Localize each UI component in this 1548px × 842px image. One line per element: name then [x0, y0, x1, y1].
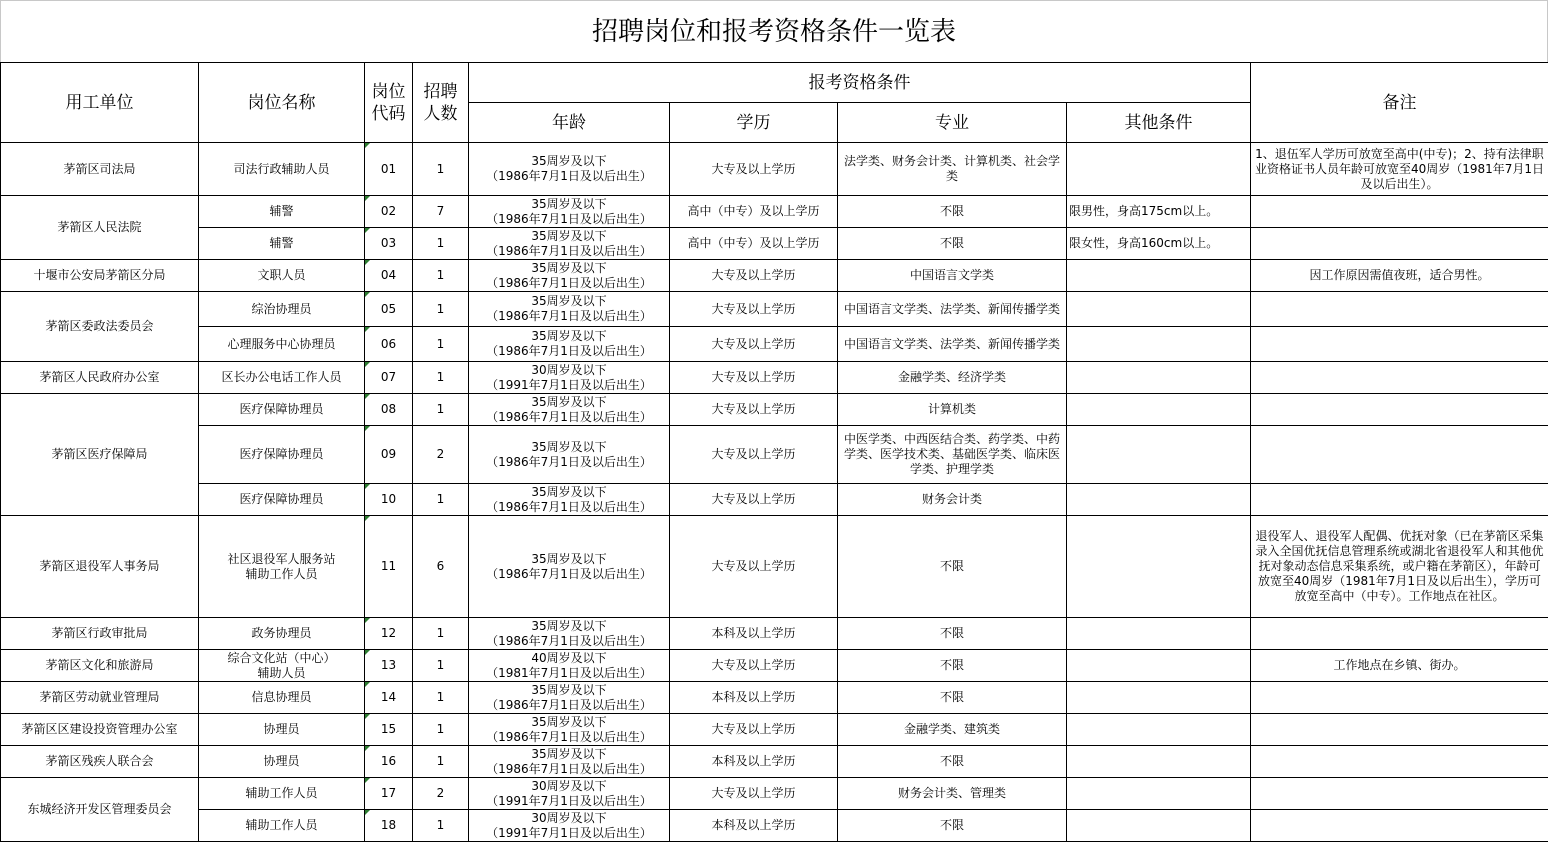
header-qualification: 报考资格条件 — [469, 63, 1251, 103]
code-cell: 02 — [365, 196, 413, 228]
other-cell — [1067, 484, 1251, 516]
unit-cell: 茅箭区行政审批局 — [1, 618, 199, 650]
major-cell: 不限 — [838, 618, 1067, 650]
age-cell: 35周岁及以下 （1986年7月1日及以后出生） — [469, 484, 670, 516]
header-code: 岗位代码 — [365, 63, 413, 143]
education-cell: 本科及以上学历 — [670, 810, 838, 842]
other-cell — [1067, 327, 1251, 362]
other-cell — [1067, 714, 1251, 746]
remark-cell — [1251, 746, 1548, 778]
major-cell: 金融学类、建筑类 — [838, 714, 1067, 746]
remark-cell — [1251, 618, 1548, 650]
count-cell: 1 — [413, 682, 469, 714]
remark-cell — [1251, 394, 1548, 426]
code-cell: 10 — [365, 484, 413, 516]
major-cell: 财务会计类 — [838, 484, 1067, 516]
education-cell: 大专及以上学历 — [670, 260, 838, 292]
count-cell: 2 — [413, 426, 469, 484]
remark-cell — [1251, 682, 1548, 714]
code-cell: 08 — [365, 394, 413, 426]
major-cell: 中国语言文学类 — [838, 260, 1067, 292]
age-cell: 35周岁及以下 （1986年7月1日及以后出生） — [469, 143, 670, 196]
count-cell: 1 — [413, 260, 469, 292]
unit-cell: 茅箭区区建设投资管理办公室 — [1, 714, 199, 746]
major-cell: 不限 — [838, 228, 1067, 260]
major-cell: 财务会计类、管理类 — [838, 778, 1067, 810]
table-row — [1, 484, 1548, 516]
major-cell: 计算机类 — [838, 394, 1067, 426]
remark-cell — [1251, 778, 1548, 810]
remark-cell: 因工作原因需值夜班，适合男性。 — [1251, 260, 1548, 292]
education-cell: 本科及以上学历 — [670, 618, 838, 650]
page-title: 招聘岗位和报考资格条件一览表 — [0, 0, 1548, 62]
other-cell — [1067, 746, 1251, 778]
remark-cell: 退役军人、退役军人配偶、优抚对象（已在茅箭区采集录入全国优抚信息管理系统或湖北省退役军人和其他优抚对象动态信息采集系统，或户籍在茅箭区），年龄可放宽至40周岁（1981年7月1日及以后出生），学历可放宽至高中（中专）。工作地点在社区。 — [1251, 516, 1548, 618]
remark-cell — [1251, 292, 1548, 327]
table-row — [1, 327, 1548, 362]
other-cell — [1067, 810, 1251, 842]
code-cell: 15 — [365, 714, 413, 746]
age-cell: 30周岁及以下 （1991年7月1日及以后出生） — [469, 362, 670, 394]
other-cell — [1067, 143, 1251, 196]
header-remark: 备注 — [1251, 63, 1548, 143]
header-age: 年龄 — [469, 103, 670, 143]
education-cell: 大专及以上学历 — [670, 484, 838, 516]
code-cell: 11 — [365, 516, 413, 618]
unit-cell: 茅箭区人民法院 — [1, 196, 199, 260]
other-cell — [1067, 394, 1251, 426]
major-cell: 不限 — [838, 196, 1067, 228]
education-cell: 本科及以上学历 — [670, 746, 838, 778]
age-cell: 35周岁及以下 （1986年7月1日及以后出生） — [469, 746, 670, 778]
table-row — [1, 143, 1548, 196]
major-cell: 法学类、财务会计类、计算机类、社会学类 — [838, 143, 1067, 196]
major-cell: 不限 — [838, 746, 1067, 778]
count-cell: 1 — [413, 292, 469, 327]
table-row — [1, 682, 1548, 714]
education-cell: 本科及以上学历 — [670, 682, 838, 714]
table-row — [1, 228, 1548, 260]
table-row — [1, 516, 1548, 618]
table-row — [1, 810, 1548, 842]
position-cell: 协理员 — [199, 714, 365, 746]
unit-cell: 茅箭区司法局 — [1, 143, 199, 196]
count-cell: 6 — [413, 516, 469, 618]
other-cell: 限男性，身高175cm以上。 — [1067, 196, 1251, 228]
count-cell: 1 — [413, 714, 469, 746]
count-cell: 2 — [413, 778, 469, 810]
code-cell: 14 — [365, 682, 413, 714]
code-cell: 17 — [365, 778, 413, 810]
education-cell: 大专及以上学历 — [670, 650, 838, 682]
unit-cell: 东城经济开发区管理委员会 — [1, 778, 199, 842]
code-cell: 07 — [365, 362, 413, 394]
education-cell: 高中（中专）及以上学历 — [670, 228, 838, 260]
age-cell: 35周岁及以下 （1986年7月1日及以后出生） — [469, 682, 670, 714]
count-cell: 1 — [413, 810, 469, 842]
remark-cell — [1251, 228, 1548, 260]
table-row — [1, 650, 1548, 682]
position-cell: 医疗保障协理员 — [199, 394, 365, 426]
count-cell: 1 — [413, 143, 469, 196]
age-cell: 35周岁及以下 （1986年7月1日及以后出生） — [469, 426, 670, 484]
count-cell: 1 — [413, 327, 469, 362]
age-cell: 35周岁及以下 （1986年7月1日及以后出生） — [469, 196, 670, 228]
table-row — [1, 426, 1548, 484]
count-cell: 1 — [413, 394, 469, 426]
other-cell: 限女性，身高160cm以上。 — [1067, 228, 1251, 260]
remark-cell — [1251, 484, 1548, 516]
education-cell: 大专及以上学历 — [670, 714, 838, 746]
education-cell: 大专及以上学历 — [670, 327, 838, 362]
code-cell: 06 — [365, 327, 413, 362]
unit-cell: 茅箭区医疗保障局 — [1, 394, 199, 516]
other-cell — [1067, 650, 1251, 682]
education-cell: 大专及以上学历 — [670, 778, 838, 810]
count-cell: 1 — [413, 746, 469, 778]
code-cell: 04 — [365, 260, 413, 292]
age-cell: 30周岁及以下 （1991年7月1日及以后出生） — [469, 778, 670, 810]
other-cell — [1067, 682, 1251, 714]
age-cell: 30周岁及以下 （1991年7月1日及以后出生） — [469, 810, 670, 842]
education-cell: 大专及以上学历 — [670, 292, 838, 327]
education-cell: 大专及以上学历 — [670, 426, 838, 484]
count-cell: 1 — [413, 618, 469, 650]
header-education: 学历 — [670, 103, 838, 143]
count-cell: 1 — [413, 650, 469, 682]
remark-cell: 工作地点在乡镇、街办。 — [1251, 650, 1548, 682]
code-cell: 13 — [365, 650, 413, 682]
position-cell: 政务协理员 — [199, 618, 365, 650]
major-cell: 中医学类、中西医结合类、药学类、中药学类、医学技术类、基础医学类、临床医学类、护理学类 — [838, 426, 1067, 484]
table-row — [1, 260, 1548, 292]
position-cell: 辅助工作人员 — [199, 778, 365, 810]
remark-cell — [1251, 714, 1548, 746]
major-cell: 不限 — [838, 682, 1067, 714]
code-cell: 18 — [365, 810, 413, 842]
code-cell: 01 — [365, 143, 413, 196]
unit-cell: 茅箭区残疾人联合会 — [1, 746, 199, 778]
age-cell: 35周岁及以下 （1986年7月1日及以后出生） — [469, 714, 670, 746]
position-cell: 司法行政辅助人员 — [199, 143, 365, 196]
count-cell: 1 — [413, 362, 469, 394]
count-cell: 1 — [413, 484, 469, 516]
header-count: 招聘人数 — [413, 63, 469, 143]
position-cell: 医疗保障协理员 — [199, 426, 365, 484]
major-cell: 不限 — [838, 650, 1067, 682]
education-cell: 大专及以上学历 — [670, 516, 838, 618]
major-cell: 金融学类、经济学类 — [838, 362, 1067, 394]
age-cell: 35周岁及以下 （1986年7月1日及以后出生） — [469, 618, 670, 650]
major-cell: 中国语言文学类、法学类、新闻传播学类 — [838, 327, 1067, 362]
position-cell: 辅助工作人员 — [199, 810, 365, 842]
position-cell: 辅警 — [199, 196, 365, 228]
table-row — [1, 714, 1548, 746]
unit-cell: 茅箭区文化和旅游局 — [1, 650, 199, 682]
code-cell: 16 — [365, 746, 413, 778]
other-cell — [1067, 516, 1251, 618]
other-cell — [1067, 426, 1251, 484]
count-cell: 1 — [413, 228, 469, 260]
table-row — [1, 778, 1548, 810]
table-row — [1, 292, 1548, 327]
education-cell: 大专及以上学历 — [670, 362, 838, 394]
remark-cell — [1251, 362, 1548, 394]
code-cell: 03 — [365, 228, 413, 260]
unit-cell: 茅箭区退役军人事务局 — [1, 516, 199, 618]
position-cell: 心理服务中心协理员 — [199, 327, 365, 362]
age-cell: 35周岁及以下 （1986年7月1日及以后出生） — [469, 394, 670, 426]
education-cell: 大专及以上学历 — [670, 394, 838, 426]
other-cell — [1067, 618, 1251, 650]
remark-cell — [1251, 327, 1548, 362]
remark-cell — [1251, 810, 1548, 842]
age-cell: 35周岁及以下 （1986年7月1日及以后出生） — [469, 516, 670, 618]
header-unit: 用工单位 — [1, 63, 199, 143]
position-cell: 医疗保障协理员 — [199, 484, 365, 516]
remark-cell — [1251, 196, 1548, 228]
header-position: 岗位名称 — [199, 63, 365, 143]
recruitment-table — [0, 62, 1548, 842]
other-cell — [1067, 778, 1251, 810]
major-cell: 中国语言文学类、法学类、新闻传播学类 — [838, 292, 1067, 327]
table-row — [1, 394, 1548, 426]
code-cell: 12 — [365, 618, 413, 650]
other-cell — [1067, 292, 1251, 327]
position-cell: 社区退役军人服务站 辅助工作人员 — [199, 516, 365, 618]
header-major: 专业 — [838, 103, 1067, 143]
position-cell: 信息协理员 — [199, 682, 365, 714]
code-cell: 09 — [365, 426, 413, 484]
position-cell: 综合文化站（中心） 辅助人员 — [199, 650, 365, 682]
unit-cell: 茅箭区劳动就业管理局 — [1, 682, 199, 714]
age-cell: 35周岁及以下 （1986年7月1日及以后出生） — [469, 228, 670, 260]
age-cell: 35周岁及以下 （1986年7月1日及以后出生） — [469, 260, 670, 292]
table-row — [1, 618, 1548, 650]
major-cell: 不限 — [838, 810, 1067, 842]
major-cell: 不限 — [838, 516, 1067, 618]
remark-cell: 1、退伍军人学历可放宽至高中(中专)；2、持有法律职业资格证书人员年龄可放宽至40周岁（1981年7月1日及以后出生）。 — [1251, 143, 1548, 196]
position-cell: 协理员 — [199, 746, 365, 778]
education-cell: 高中（中专）及以上学历 — [670, 196, 838, 228]
remark-cell — [1251, 426, 1548, 484]
table-row — [1, 196, 1548, 228]
unit-cell: 茅箭区委政法委员会 — [1, 292, 199, 362]
unit-cell: 十堰市公安局茅箭区分局 — [1, 260, 199, 292]
position-cell: 文职人员 — [199, 260, 365, 292]
age-cell: 40周岁及以下 （1981年7月1日及以后出生） — [469, 650, 670, 682]
table-row — [1, 362, 1548, 394]
age-cell: 35周岁及以下 （1986年7月1日及以后出生） — [469, 292, 670, 327]
other-cell — [1067, 260, 1251, 292]
position-cell: 区长办公电话工作人员 — [199, 362, 365, 394]
code-cell: 05 — [365, 292, 413, 327]
header-other: 其他条件 — [1067, 103, 1251, 143]
table-row — [1, 746, 1548, 778]
unit-cell: 茅箭区人民政府办公室 — [1, 362, 199, 394]
position-cell: 综治协理员 — [199, 292, 365, 327]
education-cell: 大专及以上学历 — [670, 143, 838, 196]
age-cell: 35周岁及以下 （1986年7月1日及以后出生） — [469, 327, 670, 362]
count-cell: 7 — [413, 196, 469, 228]
other-cell — [1067, 362, 1251, 394]
position-cell: 辅警 — [199, 228, 365, 260]
